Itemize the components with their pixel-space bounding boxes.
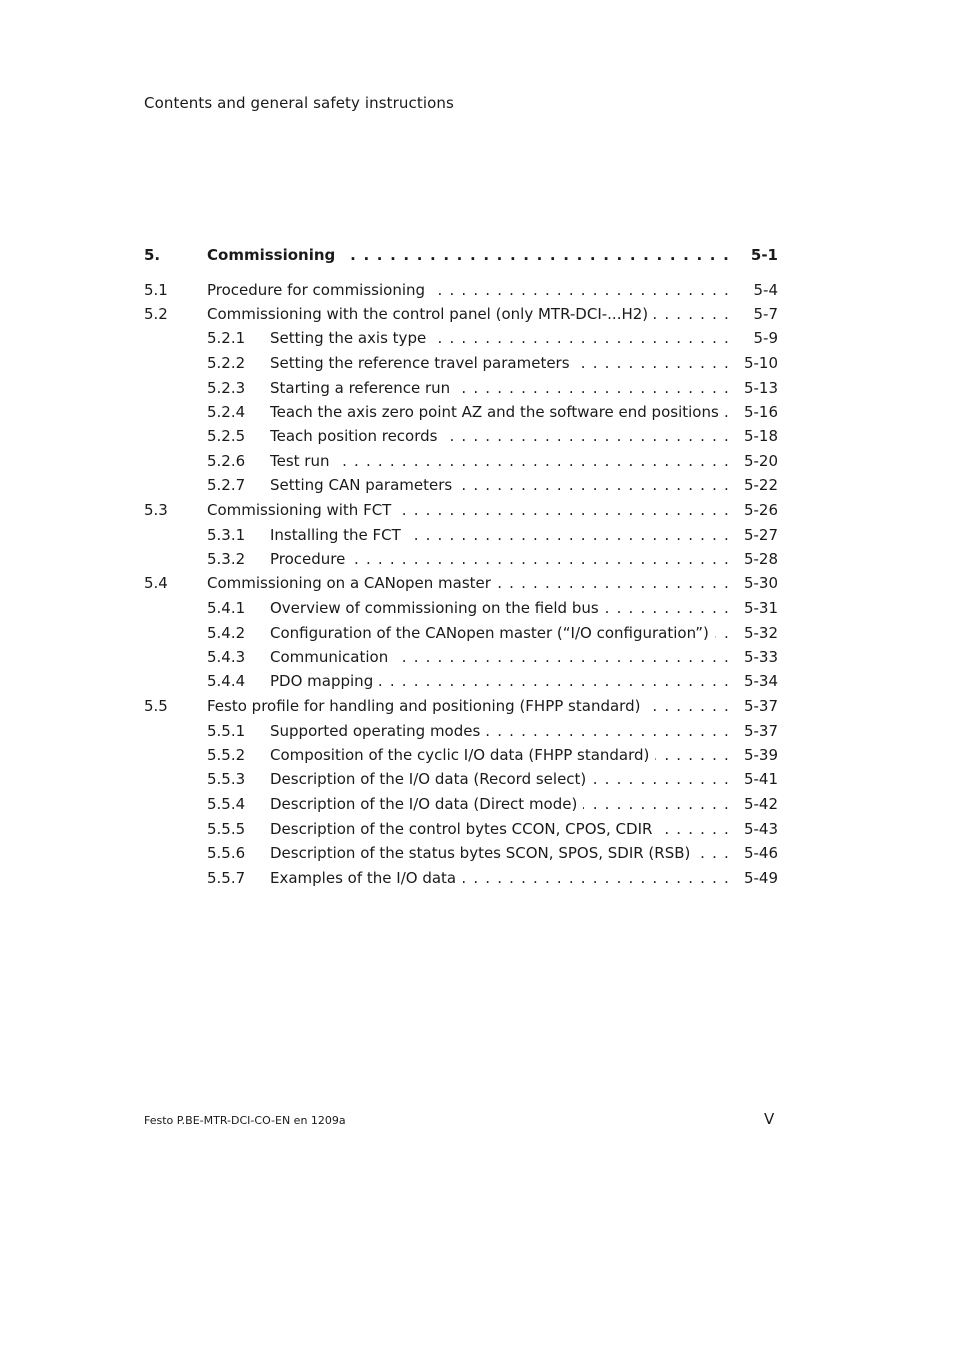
toc-entry-page: 5-43 <box>743 820 778 838</box>
toc-entry-title-leader <box>207 244 730 266</box>
toc-entry-title: Setting the axis type <box>270 329 432 347</box>
toc-entry-number: 5.2.1 <box>207 329 246 347</box>
toc-entry-title: Composition of the cyclic I/O data (FHPP standard) <box>270 746 655 764</box>
toc-entry-number: 5.4.3 <box>207 648 246 666</box>
toc-entry-number: 5.5.2 <box>207 746 246 764</box>
toc-entry[interactable] <box>144 303 778 325</box>
toc-entry-title-leader <box>270 597 730 619</box>
toc-entry[interactable] <box>144 695 778 717</box>
toc-entry[interactable] <box>144 474 778 496</box>
toc-entry-number: 5.4.2 <box>207 624 246 642</box>
toc-entry-title-leader <box>207 695 730 717</box>
toc-entry-page: 5-13 <box>743 379 778 397</box>
toc-entry-page: 5-18 <box>743 427 778 445</box>
toc-entry-number: 5.2.6 <box>207 452 246 470</box>
toc-entry-number: 5.2.4 <box>207 403 246 421</box>
toc-entry-number: 5.5 <box>144 697 168 715</box>
toc-entry-number: 5.2.2 <box>207 354 246 372</box>
toc-entry-title: Test run <box>270 452 336 470</box>
toc-entry[interactable] <box>144 597 778 619</box>
toc-entry-title-leader <box>270 622 730 644</box>
toc-entry-page: 5-20 <box>743 452 778 470</box>
toc-entry[interactable] <box>144 524 778 546</box>
toc-entry[interactable] <box>144 622 778 644</box>
toc-entry[interactable] <box>144 425 778 447</box>
toc-entry-title-leader <box>207 303 730 325</box>
toc-entry-page: 5-26 <box>743 501 778 519</box>
toc-entry-number: 5.3 <box>144 501 168 519</box>
toc-entry-title: Description of the I/O data (Direct mode) <box>270 795 583 813</box>
toc-entry-title-leader <box>270 524 730 546</box>
toc-entry-page: 5-9 <box>753 329 778 347</box>
toc-entry-page: 5-28 <box>743 550 778 568</box>
toc-entry-title: Description of the status bytes SCON, SPOS, SDIR (RSB) <box>270 844 696 862</box>
toc-entry[interactable] <box>144 818 778 840</box>
toc-entry-title: Examples of the I/O data <box>270 869 462 887</box>
toc-entry-title: Setting CAN parameters <box>270 476 458 494</box>
toc-entry-title-leader <box>270 327 730 349</box>
toc-entry-page: 5-4 <box>753 281 778 299</box>
toc-entry-title: Starting a reference run <box>270 379 456 397</box>
toc-entry[interactable] <box>144 768 778 790</box>
toc-entry-number: 5.2.5 <box>207 427 246 445</box>
toc-entry-number: 5.1 <box>144 281 168 299</box>
toc-entry-title: Overview of commissioning on the field bus <box>270 599 605 617</box>
toc-entry-title: Commissioning on a CANopen master <box>207 574 497 592</box>
toc-entry-title: Configuration of the CANopen master (“I/O configuration”) <box>270 624 715 642</box>
toc-entry-number: 5.5.5 <box>207 820 246 838</box>
toc-entry-number: 5.5.4 <box>207 795 246 813</box>
toc-entry-page: 5-27 <box>743 526 778 544</box>
toc-entry-number: 5.4.1 <box>207 599 246 617</box>
toc-entry-title-leader <box>270 474 730 496</box>
toc-entry[interactable] <box>144 842 778 864</box>
running-header: Contents and general safety instructions <box>144 94 454 112</box>
toc-entry-number: 5.3.1 <box>207 526 246 544</box>
toc-entry-page: 5-34 <box>743 672 778 690</box>
toc-entry-number: 5.5.6 <box>207 844 246 862</box>
toc-entry-title: Festo profile for handling and positioning (FHPP standard) <box>207 697 646 715</box>
toc-entry[interactable] <box>144 401 778 423</box>
toc-entry-title: Description of the control bytes CCON, CPOS, CDIR <box>270 820 658 838</box>
toc-entry-page: 5-39 <box>743 746 778 764</box>
toc-entry[interactable] <box>144 450 778 472</box>
toc-entry-title: Description of the I/O data (Record select) <box>270 770 592 788</box>
toc-entry-page: 5-42 <box>743 795 778 813</box>
toc-entry-title: PDO mapping <box>270 672 379 690</box>
toc-entry[interactable] <box>144 867 778 889</box>
toc-chapter-entry[interactable] <box>144 244 778 266</box>
toc-entry-page: 5-41 <box>743 770 778 788</box>
toc-entry-title-leader <box>270 720 730 742</box>
toc-entry-number: 5.2 <box>144 305 168 323</box>
toc-entry-page: 5-7 <box>753 305 778 323</box>
toc-entry-title-leader <box>270 842 730 864</box>
toc-entry-title-leader <box>270 744 730 766</box>
toc-entry-page: 5-22 <box>743 476 778 494</box>
toc-entry-title-leader <box>270 352 730 374</box>
toc-entry-title: Installing the FCT <box>270 526 407 544</box>
toc-entry-page: 5-46 <box>743 844 778 862</box>
toc-entry-number: 5.2.7 <box>207 476 246 494</box>
toc-entry-page: 5-1 <box>750 246 778 264</box>
toc-entry-title: Commissioning with the control panel (only MTR-DCI-...H2) <box>207 305 654 323</box>
toc-entry[interactable] <box>144 744 778 766</box>
toc-entry[interactable] <box>144 352 778 374</box>
toc-entry-page: 5-49 <box>743 869 778 887</box>
toc-entry-title-leader <box>270 793 730 815</box>
toc-entry-title: Procedure <box>270 550 351 568</box>
toc-entry-title: Supported operating modes <box>270 722 486 740</box>
toc-entry-title: Teach the axis zero point AZ and the software end positions <box>270 403 725 421</box>
toc-entry-title-leader <box>207 279 730 301</box>
toc-entry-title-leader <box>207 572 730 594</box>
toc-entry-number: 5.3.2 <box>207 550 246 568</box>
toc-entry-page: 5-32 <box>743 624 778 642</box>
toc-entry-title-leader <box>270 670 730 692</box>
toc-entry-title-leader <box>270 867 730 889</box>
toc-entry-title-leader <box>270 548 730 570</box>
toc-entry-title: Communication <box>270 648 394 666</box>
footer-page-number: V <box>764 1110 775 1128</box>
toc-entry-number: 5.5.1 <box>207 722 246 740</box>
toc-entry-page: 5-37 <box>743 697 778 715</box>
toc-entry-title: Teach position records <box>270 427 443 445</box>
toc-entry-number: 5.5.3 <box>207 770 246 788</box>
toc-entry-title-leader <box>270 646 730 668</box>
toc-entry-title-leader <box>207 499 730 521</box>
toc-entry-page: 5-10 <box>743 354 778 372</box>
footer-document-id: Festo P.BE-MTR-DCI-CO-EN en 1209a <box>144 1114 346 1127</box>
toc-entry[interactable] <box>144 377 778 399</box>
toc-entry[interactable] <box>144 279 778 301</box>
toc-entry[interactable] <box>144 327 778 349</box>
toc-entry-page: 5-37 <box>743 722 778 740</box>
toc-entry[interactable] <box>144 720 778 742</box>
toc-entry-number: 5.4 <box>144 574 168 592</box>
toc-entry-title: Commissioning with FCT <box>207 501 397 519</box>
toc-entry-title-leader <box>270 425 730 447</box>
toc-entry-number: 5.2.3 <box>207 379 246 397</box>
toc-entry[interactable] <box>144 793 778 815</box>
toc-entry[interactable] <box>144 572 778 594</box>
toc-entry-title-leader <box>270 768 730 790</box>
toc-entry-title: Procedure for commissioning <box>207 281 431 299</box>
toc-entry-title-leader <box>270 377 730 399</box>
toc-entry-page: 5-31 <box>743 599 778 617</box>
toc-entry-title: Commissioning <box>207 246 341 264</box>
toc-entry-title-leader <box>270 818 730 840</box>
toc-entry-title-leader <box>270 401 730 423</box>
toc-entry[interactable] <box>144 548 778 570</box>
toc-entry-page: 5-16 <box>743 403 778 421</box>
toc-entry[interactable] <box>144 499 778 521</box>
toc-entry-page: 5-30 <box>743 574 778 592</box>
toc-entry-number: 5. <box>144 246 161 264</box>
toc-entry-page: 5-33 <box>743 648 778 666</box>
toc-entry-title: Setting the reference travel parameters <box>270 354 576 372</box>
toc-entry-number: 5.5.7 <box>207 869 246 887</box>
toc-entry-number: 5.4.4 <box>207 672 246 690</box>
toc-entry-title-leader <box>270 450 730 472</box>
toc-entry[interactable] <box>144 646 778 668</box>
toc-entry[interactable] <box>144 670 778 692</box>
